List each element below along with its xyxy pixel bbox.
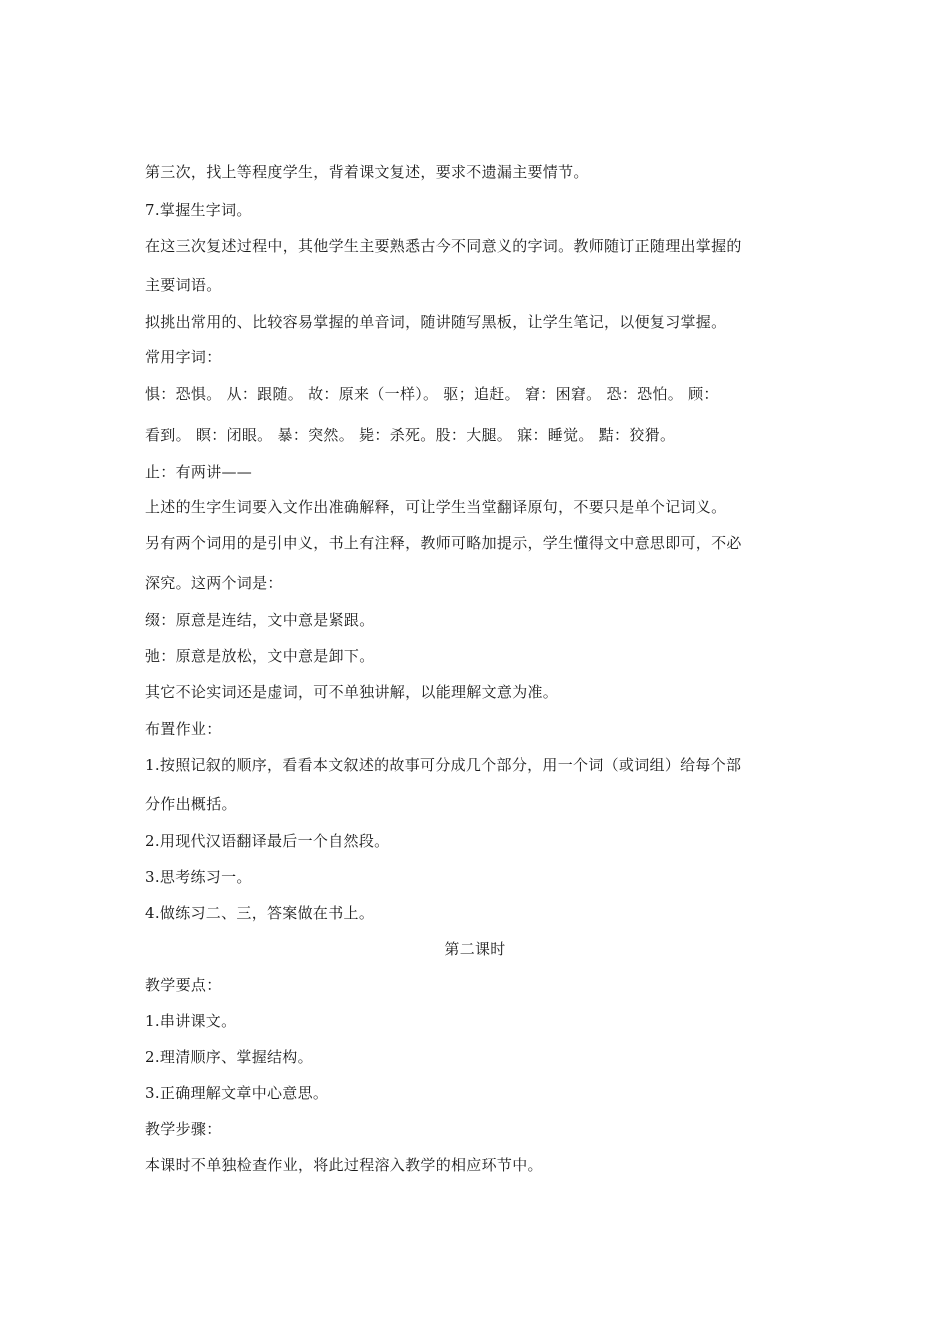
homework-item-2: 2.用现代汉语翻译最后一个自然段。: [145, 832, 390, 850]
paragraph-monosyllabic: 拟挑出常用的、比较容易掌握的单音词，随讲随写黑板，让学生笔记，以便复习掌握。: [145, 313, 727, 331]
homework-item-1: 1.按照记叙的顺序，看看本文叙述的故事可分成几个部分，用一个词（或词组）给每个部: [145, 756, 742, 774]
teaching-point-3: 3.正确理解文章中心意思。: [145, 1084, 329, 1102]
teaching-point-1: 1.串讲课文。: [145, 1012, 237, 1030]
teaching-points-heading: 教学要点：: [145, 976, 222, 994]
common-words-list-cont: 看到。 瞑：闭眼。 暴：突然。 毙：杀死。股：大腿。 寐：睡觉。 黠：狡猾。: [145, 426, 676, 444]
common-words-list: 惧：恐惧。 从：跟随。 故：原来（一样）。 驱；追赶。 窘：困窘。 恐：恐怕。 顾：: [145, 385, 719, 403]
item-7-heading: 7.掌握生字词。: [145, 201, 252, 219]
paragraph-third-retelling: 第三次，找上等程度学生，背着课文复述，要求不遗漏主要情节。: [145, 163, 589, 181]
paragraph-homework-check: 本课时不单独检查作业，将此过程溶入教学的相应环节中。: [145, 1156, 543, 1174]
homework-item-1-cont: 分作出概括。: [145, 795, 237, 813]
paragraph-retelling-process-cont: 主要词语。: [145, 276, 222, 294]
paragraph-extended-meaning-cont: 深究。这两个词是：: [145, 574, 283, 592]
paragraph-extended-meaning: 另有两个词用的是引申义，书上有注释，教师可略加提示，学生懂得文中意思即可，不必: [145, 534, 742, 552]
paragraph-translation: 上述的生字生词要入文作出准确解释，可让学生当堂翻译原句，不要只是单个记词义。: [145, 498, 727, 516]
paragraph-retelling-process: 在这三次复述过程中，其他学生主要熟悉古今不同意义的字词。教师随订正随理出掌握的: [145, 237, 742, 255]
word-zhi-note: 止：有两讲——: [145, 463, 253, 481]
section-title-second-lesson: 第二课时: [444, 940, 506, 958]
homework-heading: 布置作业：: [145, 720, 222, 738]
word-zhui-definition: 缀：原意是连结，文中意是紧跟。: [145, 611, 375, 629]
teaching-point-2: 2.理清顺序、掌握结构。: [145, 1048, 313, 1066]
homework-item-4: 4.做练习二、三，答案做在书上。: [145, 904, 375, 922]
common-words-heading: 常用字词：: [145, 348, 222, 366]
word-chi-definition: 弛：原意是放松，文中意是卸下。: [145, 647, 375, 665]
paragraph-other-words: 其它不论实词还是虚词，可不单独讲解，以能理解文意为准。: [145, 683, 559, 701]
teaching-steps-heading: 教学步骤：: [145, 1120, 222, 1138]
homework-item-3: 3.思考练习一。: [145, 868, 252, 886]
